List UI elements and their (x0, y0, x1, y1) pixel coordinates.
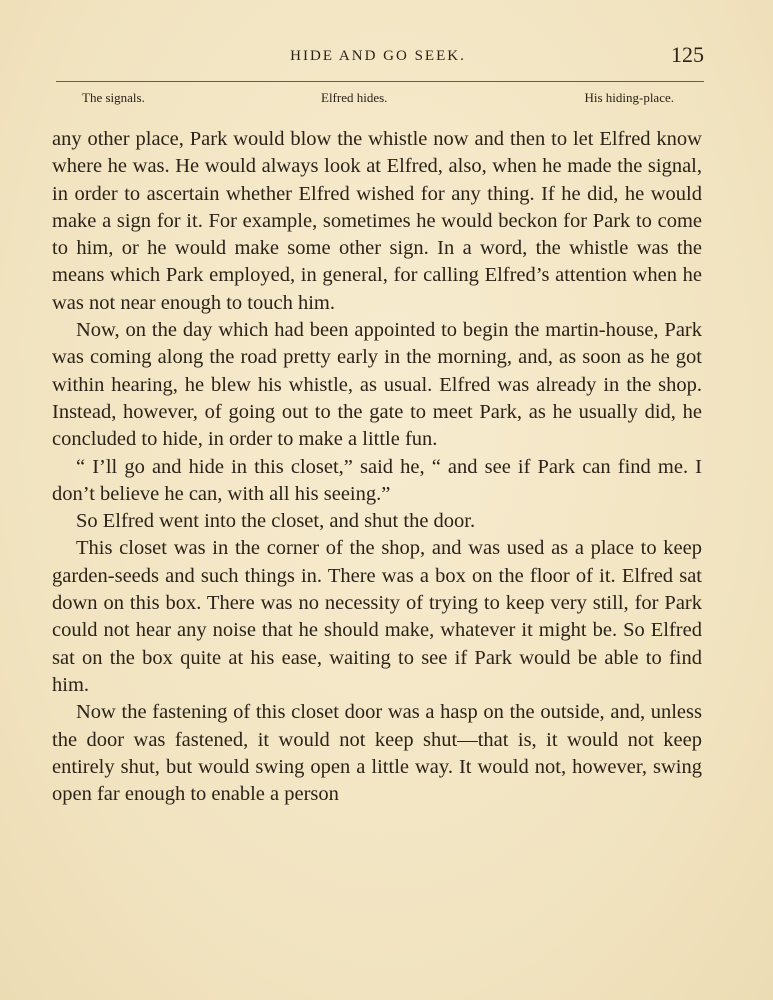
subhead-right: His hiding-place. (584, 90, 674, 105)
paragraph: This closet was in the corner of the shop, and was used as a place to keep garden-seeds and such things in. There was a box on the floor of it. Elfred sat down on this box. There was no necessity of trying to keep very still, for Park could not hear any noise that he should make, whatever it might be. So Elfred sat on the box quite at his ease, waiting to see if Park would be able to find him. (52, 537, 702, 696)
paragraph: So Elfred went into the closet, and shut the door. (76, 510, 476, 533)
header-rule (56, 81, 704, 82)
paragraph: “ I’ll go and hide in this closet,” said he, “ and see if Park can find me. I don’t believe he can, with all his seeing.” (52, 455, 702, 505)
running-title: HIDE AND GO SEEK. (290, 48, 466, 64)
running-head (52, 42, 704, 72)
subhead-left: The signals. (82, 90, 145, 105)
page-number: 125 (671, 42, 704, 67)
paragraph: any other place, Park would blow the whistle now and then to let Elfred know where he was. He would always look at Elfred, also, when he made the signal, in order to ascertain whether Elfred wished for any thing. If he did, he would make a sign for it. For example, sometimes he would beckon for Park to come to him, or he would make some other sign. In a word, the whistle was the means which Park employed, in general, for calling Elfred’s attention when he was not near enough to touch him. (52, 128, 702, 314)
subhead-center: Elfred hides. (321, 90, 388, 105)
paragraph: Now the fastening of this closet door was a hasp on the outside, and, unless the door was fastened, it would not keep shut—that is, it would not keep entirely shut, but would swing open a little way. It would not, however, swing open far enough to enable a person (52, 701, 702, 806)
side-headings (56, 90, 704, 110)
paragraph: Now, on the day which had been appointed to begin the martin-house, Park was coming along the road pretty early in the morning, and, as soon as he got within hearing, he blew his whistle, as usual. Elfred was already in the shop. Instead, however, of going out to the gate to meet Park, as he usually did, he concluded to hide, in order to make a little fun. (52, 319, 702, 451)
body-text (52, 126, 702, 808)
